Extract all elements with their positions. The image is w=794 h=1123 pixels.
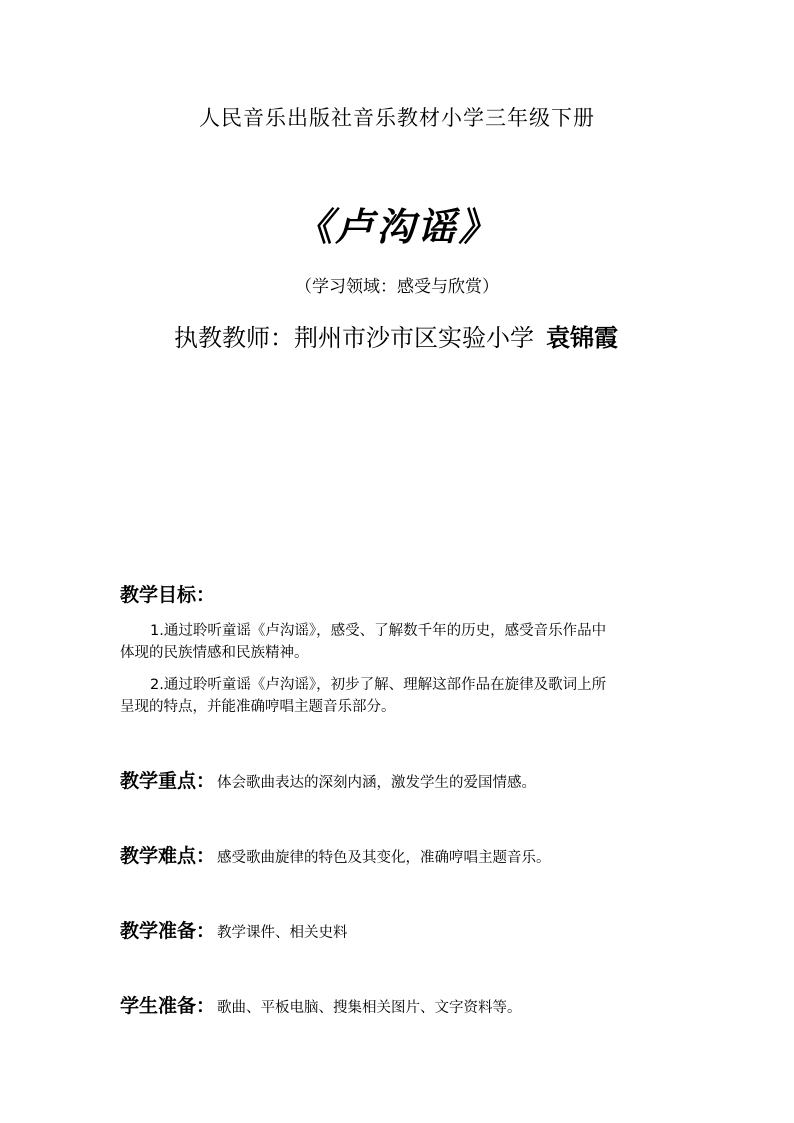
- learning-domain: （学习领域：感受与欣赏）: [295, 277, 499, 297]
- teacher-name: 袁锦霞: [546, 324, 618, 352]
- difficulty-content: 感受歌曲旋律的特色及其变化，准确哼唱主题音乐。: [217, 850, 551, 866]
- teacher-prep-heading: 教学准备：: [120, 920, 216, 942]
- student-prep-section: [120, 991, 522, 1018]
- teacher-prep-section: [120, 916, 348, 943]
- objective-item-2: [120, 674, 680, 718]
- key-point-content: 体会歌曲表达的深刻内涵，激发学生的爱国情感。: [217, 775, 537, 791]
- page-title: 《卢沟谣》: [294, 204, 500, 249]
- objective-2-line-1: 2.通过聆听童谣《卢沟谣》，初步了解、理解这部作品在旋律及歌词上所: [150, 677, 607, 693]
- objective-item-1: [120, 620, 680, 664]
- objective-2-line-2: 呈现的特点，并能准确哼唱主题音乐部分。: [120, 699, 396, 715]
- teacher-line: [174, 318, 618, 353]
- teacher-prep-content: 教学课件、相关史料: [217, 925, 348, 941]
- student-prep-content: 歌曲、平板电脑、搜集相关图片、文字资料等。: [217, 1000, 522, 1016]
- publisher-line: 人民音乐出版社音乐教材小学三年级下册: [199, 106, 595, 130]
- difficulty-heading: 教学难点：: [120, 845, 216, 867]
- teacher-label: 执教教师：荆州市沙市区实验小学: [174, 324, 534, 352]
- difficulty-section: [120, 841, 551, 868]
- student-prep-heading: 学生准备：: [120, 995, 216, 1017]
- key-point-section: [120, 766, 536, 793]
- objective-1-line-2: 体现的民族情感和民族精神。: [120, 645, 309, 661]
- key-point-heading: 教学重点：: [120, 770, 216, 792]
- objectives-heading: 教学目标：: [120, 584, 216, 606]
- objective-1-line-1: 1.通过聆听童谣《卢沟谣》，感受、了解数千年的历史，感受音乐作品中: [150, 623, 607, 639]
